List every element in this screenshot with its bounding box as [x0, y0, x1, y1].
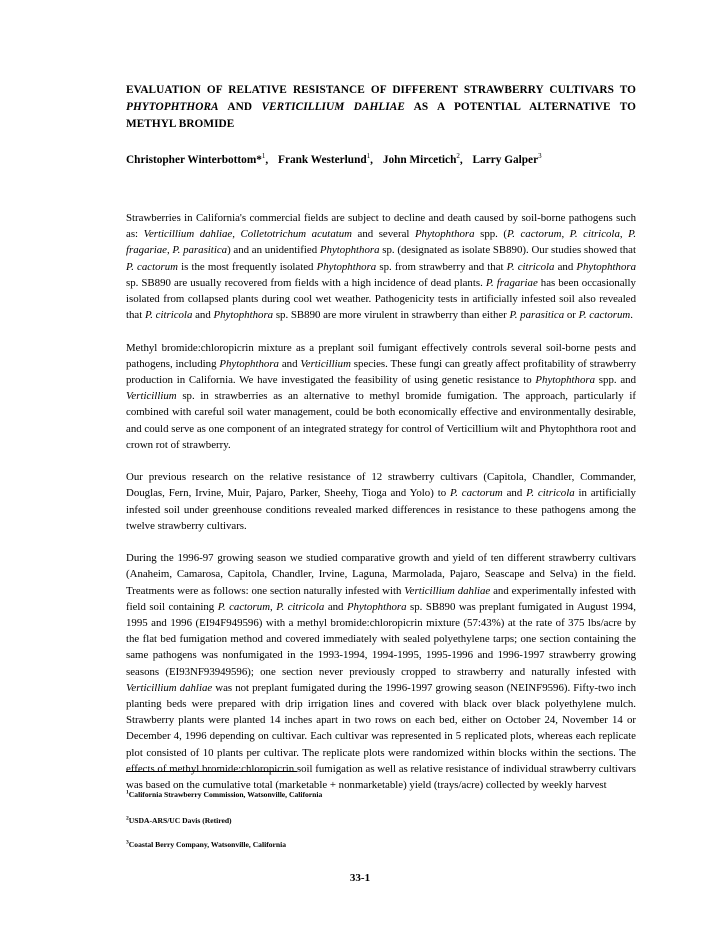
italic-term: P. citricola: [526, 487, 575, 500]
text-run: and several: [352, 228, 415, 241]
text-run: and: [324, 600, 347, 613]
footnote: $^3$Coastal Berry Company, Watsonville, California: [126, 839, 287, 849]
footnote-divider: [126, 771, 297, 772]
text-run: sp. from strawberry and that: [376, 260, 507, 273]
author: Frank Westerlund$^1$,: [278, 152, 373, 166]
italic-term: Phytophthora: [219, 357, 279, 370]
italic-term: P. fragariae: [126, 228, 637, 257]
text-run: .: [630, 309, 633, 322]
text-run: sp. (designated as isolate SB890). Our studies showed that: [379, 244, 637, 257]
italic-term: Colletotrichum acutatum: [240, 228, 353, 241]
italic-term: Phytophthora: [576, 260, 637, 273]
italic-term: P. citricola: [569, 228, 620, 241]
text-run: and: [192, 309, 214, 322]
affiliation-mark: 1: [261, 152, 266, 161]
author: John Mircetich$^2$,: [382, 152, 463, 166]
text-run: ,: [270, 600, 277, 613]
text-run: sp. SB890 are usually recovered from fields with a high incidence of dead plants.: [126, 276, 486, 289]
paragraph: [126, 210, 636, 323]
author-list: [126, 152, 636, 169]
author: Christopher Winterbottom*$^1$,: [126, 152, 269, 166]
italic-term: Verticillium dahliae: [143, 228, 233, 241]
footnote-mark: 1: [126, 789, 129, 796]
author: Larry Galper$^3$: [472, 152, 542, 166]
title-italic-phytophthora: PHYTOPHTHORA: [126, 101, 219, 113]
italic-term: P. cactorum: [449, 487, 503, 500]
italic-term: P. fragariae: [485, 276, 538, 289]
page-number: 33-1: [349, 872, 371, 884]
title-text: AND: [218, 101, 262, 113]
italic-term: P. parasitica: [172, 244, 228, 257]
italic-term: P. cactorum: [217, 600, 271, 613]
text-run: Methyl bromide:chloropicrin mixture as a preplant soil fumigant effectively controls several soil-borne pests and pathogens, including: [126, 341, 636, 370]
italic-term: Verticillium: [126, 390, 177, 403]
paragraph: [126, 340, 636, 453]
text-run: sp. SB890 was preplant fumigated in August 1994, 1995 and 1996 (EI94F949596) with a methyl bromide:chloropicrin mixture (57:43%) at the rate of 375 lbs/acre by the flat bed fumigation method and covered immediately with sealed polyethylene tarps; one section containing the same pathogens was nonfumigated in the 1993-1994, 1994-1995, 1995-1996 and 1996-1997 strawberry growing seasons (EI93NF93949596); one section never previously cropped to strawberry and naturally infested with: [126, 600, 637, 678]
title-italic-verticillium: VERTICILLIUM DAHLIAE: [261, 101, 405, 113]
text-run: sp. SB890 are more virulent in strawberry than either: [273, 309, 510, 322]
text-run: or: [564, 309, 579, 322]
footnote-mark: 3: [126, 839, 129, 846]
italic-term: Phytophthora: [346, 600, 407, 613]
text-run: in artificially infested soil under greenhouse conditions revealed marked differences in resistance to these pathogens among the twelve strawberry cultivars.: [126, 487, 636, 532]
italic-term: P. cactorum: [126, 260, 179, 273]
italic-term: P. citricola: [144, 309, 193, 322]
paper-title: [126, 82, 636, 133]
italic-term: P. cactorum: [507, 228, 562, 241]
italic-term: P. citricola: [276, 600, 325, 613]
text-run: was not preplant fumigated during the 1996-1997 growing season (NEINF9596). Fifty-two inch planting beds were prepared with drip irrigation lines and covered with black over black polyethylene mulch. Strawberry plants were planted 14 inches apart in two rows on each bed, either on October 24, November 14 or December 4, 1996 depending on cultivar. Each cultivar was represented in 5 replicated plots, whereas each replicate plot consisted of 10 plants per cultivar. The replicate plots were randomized within blocks within the sections. The effects of methyl bromide:chloropicrin soil fumigation as well as relative resistance of individual strawberry cultivars was based on the cumulative total (marketable + nonmarketable) yield (trays/acre) collected by weekly harvest: [126, 681, 636, 792]
italic-term: P. parasitica: [509, 309, 565, 322]
text-run: ,: [619, 228, 629, 241]
text-run: is the most frequently isolated: [178, 260, 317, 273]
italic-term: P. cactorum: [578, 309, 631, 322]
affiliation-mark: 2: [456, 152, 460, 161]
italic-term: P. citricola: [506, 260, 555, 273]
text-run: and: [278, 357, 301, 370]
footnote-mark: 2: [126, 815, 129, 822]
title-text: AS A POTENTIAL ALTERNATIVE TO METHYL BROMIDE: [126, 101, 637, 130]
text-run: sp. in strawberries as an alternative to methyl bromide fumigation. The approach, particularly if combined with careful soil water management, could be both economically effective and environmentally desirable, and could serve as one component of an integrated strategy for control of Verticillium wilt and Phytophthora root and crown rot of strawberry.: [126, 390, 636, 451]
italic-term: Verticillium dahliae: [404, 584, 491, 597]
footnote: $^1$California Strawberry Commission, Watsonville, California: [126, 789, 323, 799]
text-run: Our previous research on the relative resistance of 12 strawberry cultivars (Capitola, Chandler, Commander, Douglas, Fern, Irvine, Muir, Pajaro, Parker, Sheehy, Tioga and Yolo) to: [126, 471, 636, 500]
text-run: Strawberries in California's commercial fields are subject to decline and death caused by soil-borne pathogens such as:: [126, 212, 636, 241]
italic-term: Verticillium: [300, 357, 351, 370]
text-run: and experimentally infested with field soil containing: [126, 584, 636, 613]
text-run: spp. (: [474, 228, 508, 241]
text-run: and: [554, 260, 577, 273]
paragraph: [126, 469, 636, 534]
italic-term: Phytophthora: [213, 309, 274, 322]
text-run: and: [502, 487, 527, 500]
text-run: has been occasionally isolated from collapsed plants during cool wet weather. Pathogenicity tests in artificially infested soil also revealed that: [126, 276, 636, 322]
text-run: During the 1996-97 growing season we studied comparative growth and yield of ten different strawberry cultivars (Anaheim, Camarosa, Capitola, Chandler, Irvine, Laguna, Marmolada, Pajaro, Seascape and Selva) in the field. Treatments were as follows: one section naturally infested with: [126, 552, 636, 597]
text-run: ,: [561, 228, 570, 241]
italic-term: Phytophthora: [414, 228, 475, 241]
title-text: EVALUATION OF RELATIVE RESISTANCE OF DIFFERENT STRAWBERRY CULTIVARS TO: [126, 84, 636, 96]
text-run: species. These fungi can greatly affect profitability of strawberry production in California. We have investigated the feasibility of using genetic resistance to: [126, 357, 637, 387]
italic-term: Phytophthora: [319, 244, 380, 257]
affiliation-mark: 1: [366, 152, 371, 161]
text-run: ,: [166, 244, 173, 257]
italic-term: Phytophthora: [535, 374, 596, 387]
footnote: $^2$USDA-ARS/UC Davis (Retired): [126, 815, 232, 825]
italic-term: Phytophthora: [316, 260, 377, 273]
affiliation-mark: 3: [538, 152, 542, 161]
italic-term: Verticillium dahliae: [126, 681, 213, 694]
text-run: spp. and: [595, 374, 636, 387]
body-text: [126, 210, 636, 809]
text-run: ) and an unidentified: [227, 244, 320, 257]
text-run: ,: [232, 228, 241, 241]
